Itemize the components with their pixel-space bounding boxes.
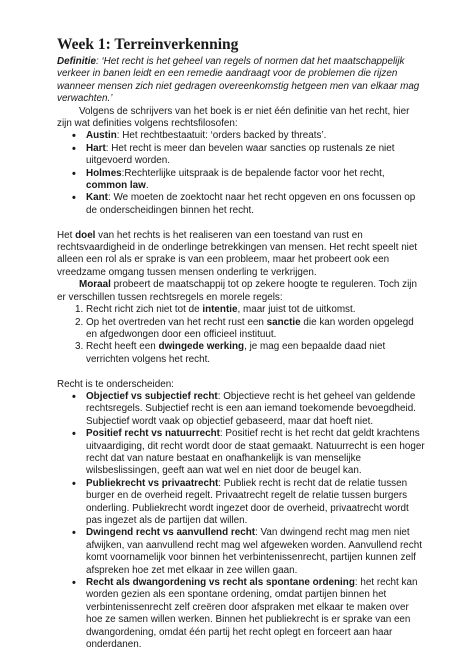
list-item (86, 478, 426, 528)
list-item (86, 391, 426, 428)
moraal-paragraph (57, 279, 426, 304)
philosopher-emphasis: common law (86, 180, 146, 192)
item-post: : het recht kan worden gezien als een spontane ordening, omdat partijen binnen het verbintenissenrecht zelf creëren door afspraken met elkaar te maken over hoe ze samen willen werken. Binnen het publiekrecht is er sprake van een dwangordening, omdat één partij het recht oplegt en forceert aan haar onderdanen. (86, 577, 418, 651)
philosopher-name: Austin (86, 130, 117, 142)
item-pre: Op het overtreden van het recht rust een (86, 316, 267, 328)
list-item (86, 317, 426, 342)
doel-pre: Het (57, 229, 76, 241)
doel-paragraph (57, 230, 426, 280)
item-term: sanctie (266, 316, 301, 328)
spacer (57, 217, 426, 229)
philosopher-name: Holmes (86, 167, 122, 179)
philosophers-list (57, 130, 426, 217)
moraal-term: Moraal (79, 279, 111, 291)
list-item (86, 192, 426, 217)
intro-paragraph: Volgens de schrijvers van het boek is er niet één definitie van het recht, hier zijn wat definities volgens rechtsfilosofen: (57, 105, 410, 130)
philosopher-text: : Het rechtbestaatuit: ‘orders backed by threats’. (116, 130, 327, 142)
item-pre: Recht richt zich niet tot de (86, 304, 203, 316)
item-post: : Positief recht is het recht dat geldt krachtens uitvaardiging, dit recht wordt door de staat gemaakt. Natuurrecht is een hoger recht dat van nature bestaat en onafhankelijk is van menselijke wilsbeslissingen, geeft aan wat wel en niet door de beugel kan. (86, 428, 425, 477)
item-post: , je mag een bepaalde daad niet verrichten volgens het recht. (86, 341, 386, 365)
list-item (86, 304, 426, 316)
item-post: : Publiek recht is recht dat de relatie tussen burger en de overheid regelt. Privaatrecht regelt de relatie tussen burgers onderling. Publiekrecht wordt ingezet door de overheid, privaatrecht wordt pas ingezet als de partijen dat willen. (86, 477, 409, 526)
spacer (57, 366, 426, 378)
philosopher-name: Kant (86, 192, 108, 204)
item-term: dwingede werking (158, 341, 245, 353)
item-post: die kan worden opgelegd en afgedwongen door een officieel instituut. (86, 316, 414, 340)
list-item (86, 130, 426, 142)
philosopher-tail: . (145, 180, 149, 192)
item-term: Publiekrecht vs privaatrecht (86, 477, 219, 489)
definition-label: Definitie (57, 56, 96, 67)
item-post: , maar juist tot de uitkomst. (237, 304, 356, 316)
list-item (86, 168, 426, 193)
philosopher-text: :Rechterlijke uitspraak is de bepalende factor voor het recht, (121, 167, 385, 179)
moraal-post: probeert de maatschappij tot op zekere hoogte te reguleren. Toch zijn er verschillen tussen rechtsregels en morele regels: (57, 279, 417, 303)
philosopher-name: Hart (86, 142, 106, 154)
list-item (86, 143, 426, 168)
definition-text: : ‘Het recht is het geheel van regels of normen dat het maatschappelijk verkeer in banen leidt en een remedie aandraagt voor de problemen die rijzen wanneer mensen zich niet gedragen overeenkomstig hetgeen men van elkaar mag verwachten.’ (57, 56, 420, 105)
item-post: : Objectieve recht is het geheel van geldende rechtsregels. Subjectief recht is een aan iemand toekomende bevoegdheid. Subjectief wordt vaak op objectief gebaseerd, maar dat hoeft niet. (86, 390, 416, 427)
item-term: Recht als dwangordening vs recht als spontane ordening (86, 577, 355, 589)
doel-term: doel (75, 229, 96, 241)
distinguish-intro: Recht is te onderscheiden: (57, 378, 174, 390)
page-title: Week 1: Terreinverkenning (57, 36, 239, 53)
list-item (86, 341, 426, 366)
distinctions-list (57, 391, 426, 652)
doel-post: van het rechts is het realiseren van een toestand van rust en rechtsvaardigheid in de onderlinge betrekkingen van mensen. Het recht speelt niet alleen een rol als er sprake is van een probleem, maar het probeert ook een vreedzame omgang tussen mensen onderling te verkrijgen. (57, 229, 418, 278)
item-term: Objectief vs subjectief recht (86, 390, 218, 402)
item-pre: Recht heeft een (86, 341, 159, 353)
definition-paragraph (57, 56, 426, 106)
item-post: : Van dwingend recht mag men niet afwijken, van aanvullend recht mag wel afgeweken worden. Aanvullend recht komt voornamelijk voor binnen het verbintenissenrecht, partijen kunnen zelf afspreken hoe zet met elkaar in zee willen gaan. (86, 527, 422, 576)
philosopher-text: : We moeten de zoektocht naar het recht opgeven en ons focussen op de onderscheidingen binnen het recht. (86, 192, 416, 216)
item-term: Dwingend recht vs aanvullend recht (86, 527, 256, 539)
item-term: Positief recht vs natuurrecht (86, 428, 220, 440)
list-item (86, 577, 426, 651)
list-item (86, 527, 426, 577)
differences-list (57, 304, 426, 366)
philosopher-text: : Het recht is meer dan bevelen waar sancties op rustenals ze niet uitgevoerd worden. (86, 142, 395, 167)
list-item (86, 428, 426, 478)
item-term: intentie (202, 304, 238, 316)
